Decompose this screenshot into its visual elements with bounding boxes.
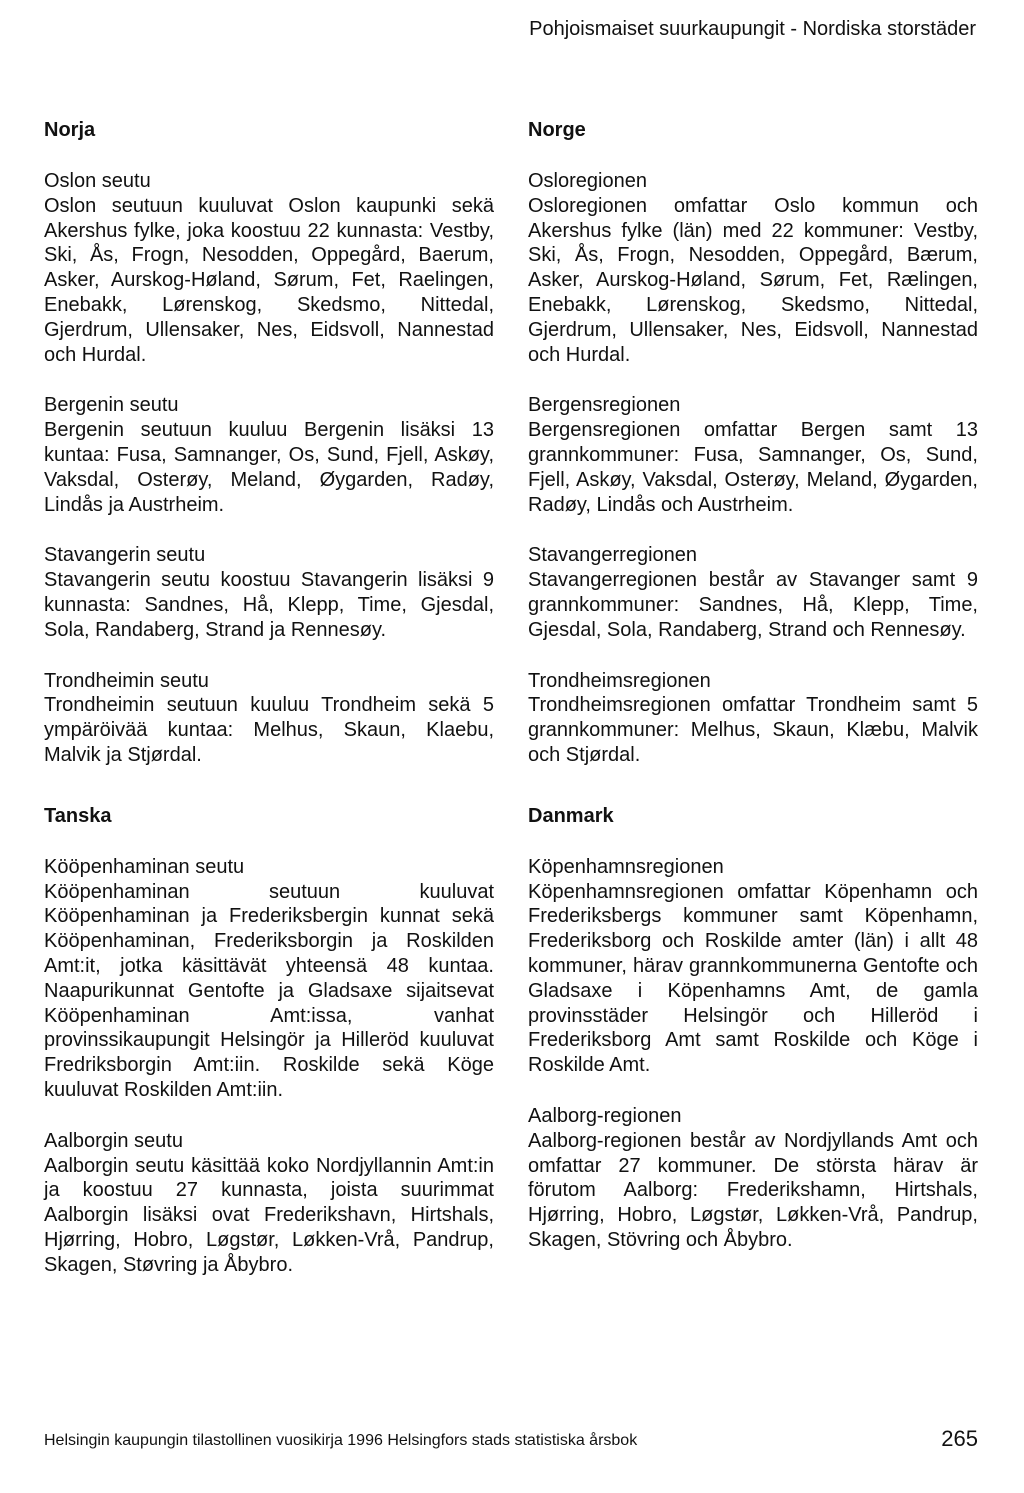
region-block [44,543,494,642]
region-block [44,1129,494,1278]
section-heading-danmark: Danmark [528,804,614,827]
region-description: Bergenin seutuun kuuluu Bergenin lisäksi 13 kuntaa: Fusa, Samnanger, Os, Sund, Fjell, Askøy, Vaksdal, Osterøy, Meland, Øygarden, Radøy, Lindås ja Austrheim. [44,419,494,516]
region-block [528,669,978,768]
region-block [528,543,978,642]
section-heading-norge: Norge [528,119,586,141]
region-name: Aalborgin seutu [44,1129,183,1152]
region-description: Köpenhamnsregionen omfattar Köpenhamn och Frederiksbergs kommuner samt Köpenhamn, Frederiksborg och Roskilde amter (län) i allt 48 kommuner, härav grannkommunerna Gentofte och Gladsaxe i Köpenhamns Amt, de gamla provinsstäder Helsingör och Hilleröd i Frederiksborg Amt samt Roskilde och Köge i Roskilde Amt. [528,880,978,1077]
region-name: Aalborg-regionen [528,1104,682,1127]
region-description: Bergensregionen omfattar Bergen samt 13 grannkommuner: Fusa, Samnanger, Os, Sund, Fjell, Askøy, Vaksdal, Osterøy, Meland, Øygarden, Radøy, Lindås och Austrheim. [528,419,978,516]
region-block [44,855,494,1103]
region-name: Trondheimin seutu [44,669,209,692]
region-description: Trondheimsregionen omfattar Trondheim samt 5 grannkommuner: Melhus, Skaun, Klæbu, Malvik och Stjørdal. [528,694,978,766]
region-block [528,393,978,517]
region-name: Kööpenhaminan seutu [44,855,245,878]
region-name: Osloregionen [528,170,647,192]
page-footer: Helsingin kaupungin tilastollinen vuosikirja 1996 Helsingfors stads statistiska årsbok [44,1432,638,1449]
section-heading-norway: Norja [44,119,96,141]
region-name: Oslon seutu [44,170,151,192]
region-description: Oslon seutuun kuuluvat Oslon kaupunki sekä Akershus fylke, joka koostuu 22 kunnasta: Vestby, Ski, Ås, Frogn, Nesodden, Oppegård, Baerum, Asker, Aurskog-Høland, Sørum, Fet, Raelingen, Enebakk, Lørenskog, Skedsmo, Nittedal, Gjerdrum, Ullensaker, Nes, Eidsvoll, Nannestad och Hurdal. [44,194,494,366]
swedish-column [528,118,978,1253]
region-description: Kööpenhaminan seutuun kuuluvat Kööpenhaminan ja Frederiksbergin kunnat sekä Kööpenhaminan, Frederiksborgin ja Roskilden Amt:it, jotka käsittävät yhteensä 48 kuntaa. Naapurikunnat Gentofte ja Gladsaxe sijaitsevat Kööpenhaminan Amt:issa, vanhat provinssikaupungit Helsingör ja Hilleröd kuuluvat Fredriksborgin Amt:iin. Roskilde sekä Köge kuuluvat Roskilden Amt:iin. [44,880,494,1101]
page-number: 265 [941,1426,978,1451]
region-description: Trondheimin seutuun kuuluu Trondheim sekä 5 ympäröivää kuntaa: Melhus, Skaun, Klaebu, Malvik ja Stjørdal. [44,694,494,766]
region-description: Aalborgin seutu käsittää koko Nordjyllannin Amt:in ja koostuu 27 kunnasta, joista suurimmat Aalborgin lisäksi ovat Frederikshavn, Hirtshals, Hjørring, Hobro, Løgstør, Løkken-Vrå, Pandrup, Skagen, Støvring ja Åbybro. [44,1154,494,1276]
region-block [44,169,494,367]
region-description: Aalborg-regionen består av Nordjyllands Amt och omfattar 27 kommuner. De största härav är förutom Aalborg: Frederikshamn, Hirtshals, Hjørring, Hobro, Løgstør, Løkken-Vrå, Pandrup, Skagen, Stövring och Åbybro. [528,1129,978,1251]
region-description: Stavangerin seutu koostuu Stavangerin lisäksi 9 kunnasta: Sandnes, Hå, Klepp, Time, Gjesdal, Sola, Randaberg, Strand ja Rennesøy. [44,569,494,641]
running-header: Pohjoismaiset suurkaupungit - Nordiska storstäder [529,18,976,40]
region-description: Osloregionen omfattar Oslo kommun och Akershus fylke (län) med 22 kommuner: Vestby, Ski, Ås, Frogn, Nesodden, Oppegård, Bærum, Asker, Aurskog-Høland, Sørum, Fet, Rælingen, Enebakk, Lørenskog, Skedsmo, Nittedal, Gjerdrum, Ullensaker, Nes, Eidsvoll, Nannestad och Hurdal. [528,194,978,366]
region-block [528,855,978,1078]
region-description: Stavangerregionen består av Stavanger samt 9 grannkommuner: Sandnes, Hå, Klepp, Time, Gjesdal, Sola, Randaberg, Strand och Rennesøy. [528,569,978,641]
section-heading-denmark: Tanska [44,804,112,827]
region-name: Stavangerin seutu [44,544,206,567]
region-block [528,1104,978,1253]
region-name: Trondheimsregionen [528,669,711,692]
finnish-column [44,118,494,1277]
region-name: Bergensregionen [528,394,681,417]
region-name: Stavangerregionen [528,544,698,567]
region-block [528,169,978,367]
region-name: Bergenin seutu [44,394,179,417]
region-block [44,393,494,517]
region-name: Köpenhamnsregionen [528,855,724,878]
region-block [44,669,494,768]
